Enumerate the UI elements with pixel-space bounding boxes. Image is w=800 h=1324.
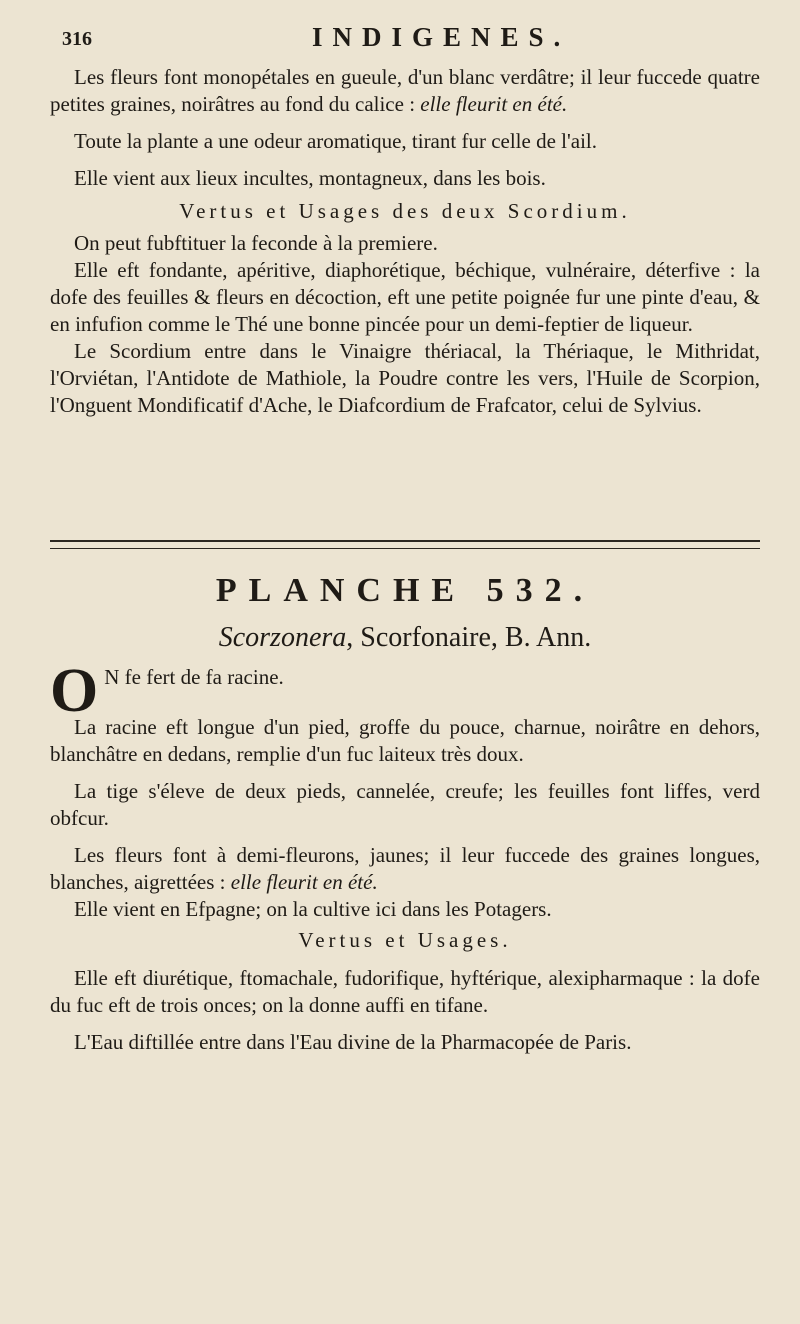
paragraph-habitat-scorzonera: Elle vient en Efpagne; on la cultive ici dans les Potagers. [74, 897, 552, 921]
paragraph-properties: Elle eft fondante, apéritive, diaphorétique, béchique, vulnéraire, déterfive : la dofe des feuilles & fleurs en décoction, eft une petite poignée fur une pinte d'eau, & en infufion comme le Thé une bonne pincée pour un demi-feptier de liqueur. [50, 258, 760, 336]
paragraph-virtues: Elle eft diurétique, ftomachale, fudorifique, hyftérique, alexipharmaque : la dofe du fuc eft de trois onces; on la donne auffi en tifane. [50, 966, 760, 1017]
section-divider [50, 540, 760, 549]
plate-subtitle [50, 622, 760, 654]
running-head: INDIGENES. [312, 22, 571, 52]
paragraph-odor: Toute la plante a une odeur aromatique, tirant fur celle de l'ail. [74, 129, 598, 153]
paragraph-flowers: Les fleurs font monopétales en gueule, d'un blanc verdâtre; il leur fuccede quatre petites graines, noirâtres au fond du calice : elle fleurit en été. [50, 65, 760, 116]
paragraph-habitat: Elle vient aux lieux incultes, montagneux, dans les bois. [74, 166, 546, 190]
bottom-section [50, 657, 760, 1056]
paragraph-substitute: On peut fubftituer la feconde à la premiere. [74, 231, 438, 255]
paragraph-stem: La tige s'éleve de deux pieds, cannelée, creufe; les feuilles font liffes, verd obfcur. [50, 779, 760, 830]
page-header [62, 22, 762, 56]
paragraph-use: O N fe fert de fa racine. [50, 657, 284, 725]
paragraph-preparations: Le Scordium entre dans le Vinaigre thériacal, la Thériaque, le Mithridat, l'Orviétan, l'Antidote de Mathiole, la Poudre contre les vers, l'Huile de Scorpion, l'Onguent Mondificatif d'Ache, le Diafcordium de Frafcator, celui de Sylvius. [50, 339, 760, 417]
plate-subtitle-common: , Scorfonaire, B. Ann. [346, 622, 592, 653]
top-section [50, 64, 760, 419]
paragraph-distilled-water: L'Eau diftillée entre dans l'Eau divine de la Pharmacopée de Paris. [74, 1030, 632, 1054]
page-number: 316 [62, 28, 92, 50]
paragraph-flowers-scorzonera: Les fleurs font à demi-fleurons, jaunes; il leur fuccede des graines longues, blanches, aigrettées : elle fleurit en été. [50, 843, 760, 894]
plate-subtitle-latin: Scorzonera [218, 622, 347, 653]
plate-title: PLANCHE 532. [215, 572, 595, 609]
paragraph-root: La racine eft longue d'un pied, groffe du pouce, charnue, noirâtre en dehors, blanchâtre en dedans, remplie d'un fuc laiteux très doux. [50, 715, 760, 766]
section-heading-vertus: Vertus et Usages des deux Scordium. [179, 199, 631, 223]
drop-cap: O [50, 657, 99, 725]
section-heading-usages: Vertus et Usages. [298, 928, 512, 952]
